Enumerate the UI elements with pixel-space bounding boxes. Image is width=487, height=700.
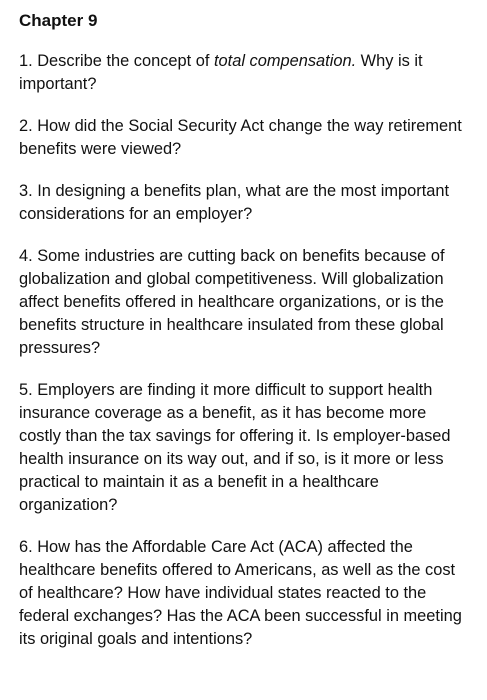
question-1-emphasis: total compensation. xyxy=(213,52,357,70)
question-3: 3. In designing a benefits plan, what are the most important considerations for an employer? xyxy=(19,182,450,223)
question-1-text: 1. Describe the concept of xyxy=(19,52,214,70)
question-5: 5. Employers are finding it more difficult to support health insurance coverage as a benefit, as it has become more costly than the tax savings for offering it. Is employer-based health insurance on its way out, and if so, is it more or less practical to maintain it as a benefit in a healthcare organization? xyxy=(19,381,451,514)
question-2: 2. How did the Social Security Act change the way retirement benefits were viewed? xyxy=(19,117,462,158)
chapter-title: Chapter 9 xyxy=(19,11,98,30)
question-1-text-end: Why is it important? xyxy=(19,52,423,93)
question-4: 4. Some industries are cutting back on benefits because of globalization and global competitiveness. Will globalization affect benefits offered in healthcare organizations, or is the benefits structure in healthcare insulated from these global pressures? xyxy=(19,247,445,357)
question-1 xyxy=(19,50,467,96)
question-6: 6. How has the Affordable Care Act (ACA) affected the healthcare benefits offered to Americans, as well as the cost of healthcare? How have individual states reacted to the federal exchanges? Has the ACA been successful in meeting its original goals and intentions? xyxy=(19,538,462,648)
